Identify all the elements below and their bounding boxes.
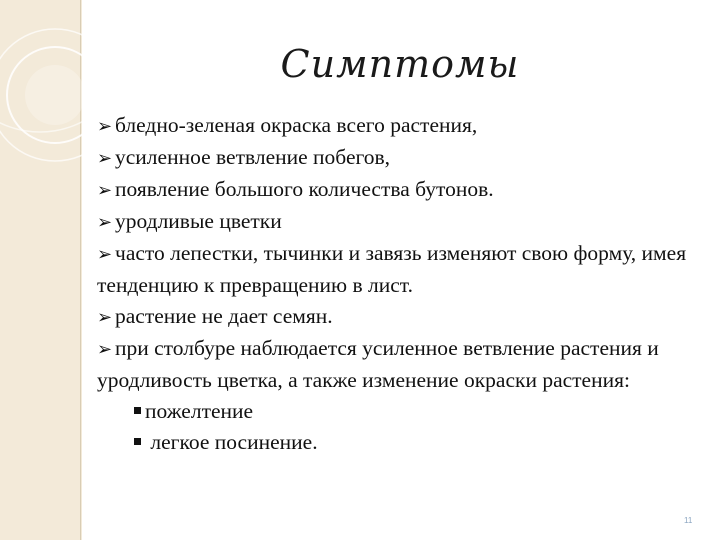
list-item: ➢ появление большого количества бутонов. (97, 174, 697, 206)
arrow-bullet-icon: ➢ (97, 244, 113, 265)
arrow-bullet-icon: ➢ (97, 148, 113, 169)
list-item: ➢ бледно-зеленая окраска всего растения, (97, 110, 697, 142)
list-item: ➢ усиленное ветвление побегов, (97, 142, 697, 174)
list-item: ➢ при столбуре наблюдается усиленное ветвление растения и уродливость цветка, а также изменение окраски растения: (97, 336, 659, 392)
sub-list-item: легкое посинение. (97, 427, 697, 458)
list-item: ➢ часто лепестки, тычинки и завязь изменяют свою форму, имея тенденцию к превращению в лист. (97, 241, 687, 297)
arrow-bullet-icon: ➢ (97, 212, 113, 233)
arrow-bullet-icon: ➢ (97, 116, 113, 137)
arrow-bullet-icon: ➢ (97, 180, 113, 201)
arrow-bullet-icon: ➢ (97, 307, 113, 328)
slide-title: Симптомы (280, 42, 520, 86)
arrow-bullet-icon: ➢ (97, 339, 113, 360)
square-bullet-icon (134, 438, 141, 445)
symptoms-list (97, 110, 697, 458)
page-number: 11 (684, 516, 693, 525)
list-item: ➢ уродливые цветки (97, 206, 697, 238)
sub-list-item: пожелтение (97, 396, 697, 427)
square-bullet-icon (134, 407, 141, 414)
list-item: ➢ растение не дает семян. (97, 301, 697, 333)
